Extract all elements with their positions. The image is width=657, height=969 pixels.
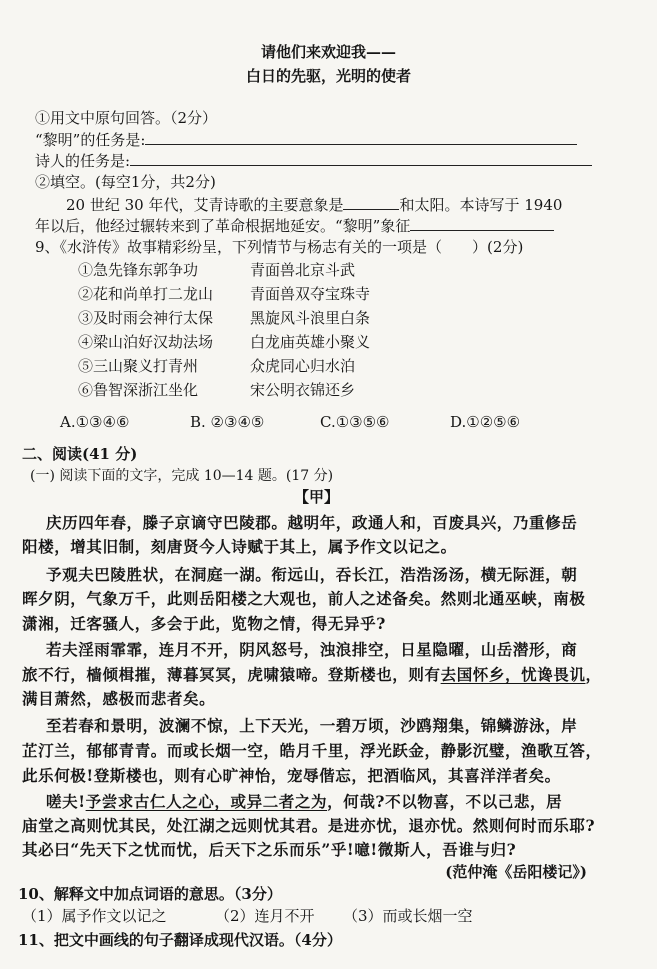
passage-text: ，何哉?不以物喜，不以己悲，居 bbox=[327, 792, 563, 811]
q9-stem: 9、《水浒传》故事精彩纷呈，下列情节与杨志有关的一项是（ ）(2分) bbox=[35, 238, 524, 256]
q9-item bbox=[78, 356, 355, 376]
q9-item-right: 青面兽双夺宝珠寺 bbox=[250, 285, 371, 303]
passage-line: 晖夕阴，气象万千，此则岳阳楼之大观也，前人之述备矣。然则北通巫峡，南极 bbox=[22, 589, 586, 608]
section-sub: (一) 阅读下面的文字，完成 10—14 题。(17 分) bbox=[30, 468, 334, 484]
passage-line: 若夫淫雨霏霏，连月不开，阴风怒号，浊浪排空，日星隐曜，山岳潜形，商 bbox=[46, 640, 578, 659]
passage-text: ， bbox=[585, 665, 602, 684]
q10-items bbox=[22, 906, 473, 926]
passage-line: 予观夫巴陵胜状，在洞庭一湖。衔远山，吞长江，浩浩汤汤，横无际涯，朝 bbox=[46, 565, 578, 584]
q1-item-a-text: “黎明”的任务是: bbox=[35, 131, 146, 149]
answer-blank[interactable] bbox=[343, 194, 399, 210]
option-d[interactable]: D.①②⑤⑥ bbox=[450, 413, 521, 431]
q2-line-2-a: 年以后，他经过辗转来到了革命根据地延安。“黎明”象征 bbox=[35, 217, 411, 235]
q11-stem: 11、把文中画线的句子翻译成现代汉语。（4分） bbox=[18, 931, 342, 949]
q9-item-left: ④梁山泊好汉劫法场 bbox=[78, 333, 214, 351]
answer-blank[interactable] bbox=[410, 215, 554, 231]
passage-line: 此乐何极!登斯楼也，则有心旷神怡，宠辱偕忘，把酒临风，其喜洋洋者矣。 bbox=[22, 766, 561, 785]
q9-item-right: 众虎同心归水泊 bbox=[250, 357, 356, 375]
q10-item: （3）而或长烟一空 bbox=[343, 907, 473, 925]
passage-text: 嗟夫! bbox=[46, 792, 86, 811]
q9-item-right: 宋公明衣锦还乡 bbox=[250, 381, 356, 399]
q9-item-right: 青面兽北京斗武 bbox=[250, 261, 356, 279]
q9-item bbox=[78, 308, 370, 328]
passage-line: 潇湘，迁客骚人，多会于此，览物之情，得无异乎? bbox=[22, 614, 386, 633]
title-line-2: 白日的先驱，光明的使者 bbox=[245, 67, 411, 85]
passage-line: 庆历四年春，滕子京谪守巴陵郡。越明年，政通人和，百废具兴，乃重修岳 bbox=[46, 513, 578, 532]
q10-item: （2）连月不开 bbox=[215, 907, 315, 925]
passage-line: 庙堂之高则忧其民，处江湖之远则忧其君。是进亦忧，退亦忧。然则何时而乐耶? bbox=[22, 816, 596, 835]
passage-line: 至若春和景明，波澜不惊，上下天光，一碧万顷，沙鸥翔集，锦鳞游泳，岸 bbox=[46, 716, 578, 735]
q9-item bbox=[78, 332, 370, 352]
q9-options bbox=[60, 412, 520, 432]
q2-line-2 bbox=[35, 215, 554, 236]
q9-item-left: ②花和尚单打二龙山 bbox=[78, 285, 214, 303]
q9-item bbox=[78, 260, 355, 280]
passage-line bbox=[46, 792, 562, 812]
q1-item-a bbox=[35, 129, 577, 150]
passage-line: 阳楼，增其旧制，刻唐贤今人诗赋于其上，属予作文以记之。 bbox=[22, 537, 457, 556]
q1-item-b bbox=[35, 150, 592, 171]
section-heading: 二、阅读(41 分) bbox=[22, 445, 138, 463]
option-c[interactable]: C.①③⑤⑥ bbox=[320, 413, 390, 431]
passage-line: 芷汀兰，郁郁青青。而或长烟一空，皓月千里，浮光跃金，静影沉璧，渔歌互答， bbox=[22, 741, 602, 760]
passage-text: 旅不行，樯倾楫摧，薄暮冥冥，虎啸猿啼。登斯楼也，则有 bbox=[22, 665, 441, 684]
option-a[interactable]: A.①③④⑥ bbox=[60, 413, 130, 431]
q1-item-b-text: 诗人的任务是: bbox=[35, 152, 131, 170]
q9-item-left: ③及时雨会神行太保 bbox=[78, 309, 214, 327]
q1-label: ①用文中原句回答。（2分） bbox=[35, 109, 218, 127]
q9-item-right: 黑旋风斗浪里白条 bbox=[250, 309, 371, 327]
answer-blank[interactable] bbox=[145, 129, 577, 145]
passage-source: (范仲淹《岳阳楼记》) bbox=[445, 863, 587, 881]
q2-label: ②填空。(每空1分，共2分) bbox=[35, 173, 216, 191]
option-b[interactable]: B. ②③④⑤ bbox=[190, 413, 265, 431]
passage-line bbox=[22, 665, 602, 685]
passage-line: 其必曰“先天下之忧而忧，后天下之乐而乐”乎!噫!微斯人，吾谁与归? bbox=[22, 840, 517, 859]
part-label: 【甲】 bbox=[294, 488, 340, 506]
passage-line: 满目萧然，感极而悲者矣。 bbox=[22, 689, 216, 708]
q9-item bbox=[78, 284, 370, 304]
q10-item: （1）属予作文以记之 bbox=[22, 907, 167, 925]
underlined-sentence: 予尝求古仁人之心，或异二者之为 bbox=[85, 792, 328, 811]
q2-line-1 bbox=[66, 194, 562, 215]
q2-line-1-b: 和太阳。本诗写于 1940 bbox=[399, 196, 563, 214]
q9-item-left: ⑥鲁智深浙江坐化 bbox=[78, 381, 199, 399]
q9-item bbox=[78, 380, 355, 400]
title-line-1: 请他们来欢迎我—— bbox=[260, 43, 396, 61]
q9-item-left: ①急先锋东郭争功 bbox=[78, 261, 199, 279]
q9-item-left: ⑤三山聚义打青州 bbox=[78, 357, 199, 375]
q10-stem: 10、解释文中加点词语的意思。（3分） bbox=[18, 885, 282, 903]
underlined-sentence: 去国怀乡，忧谗畏讥 bbox=[440, 665, 586, 684]
answer-blank[interactable] bbox=[130, 150, 592, 166]
q2-line-1-a: 20 世纪 30 年代，艾青诗歌的主要意象是 bbox=[66, 196, 344, 214]
q9-item-right: 白龙庙英雄小聚义 bbox=[250, 333, 371, 351]
